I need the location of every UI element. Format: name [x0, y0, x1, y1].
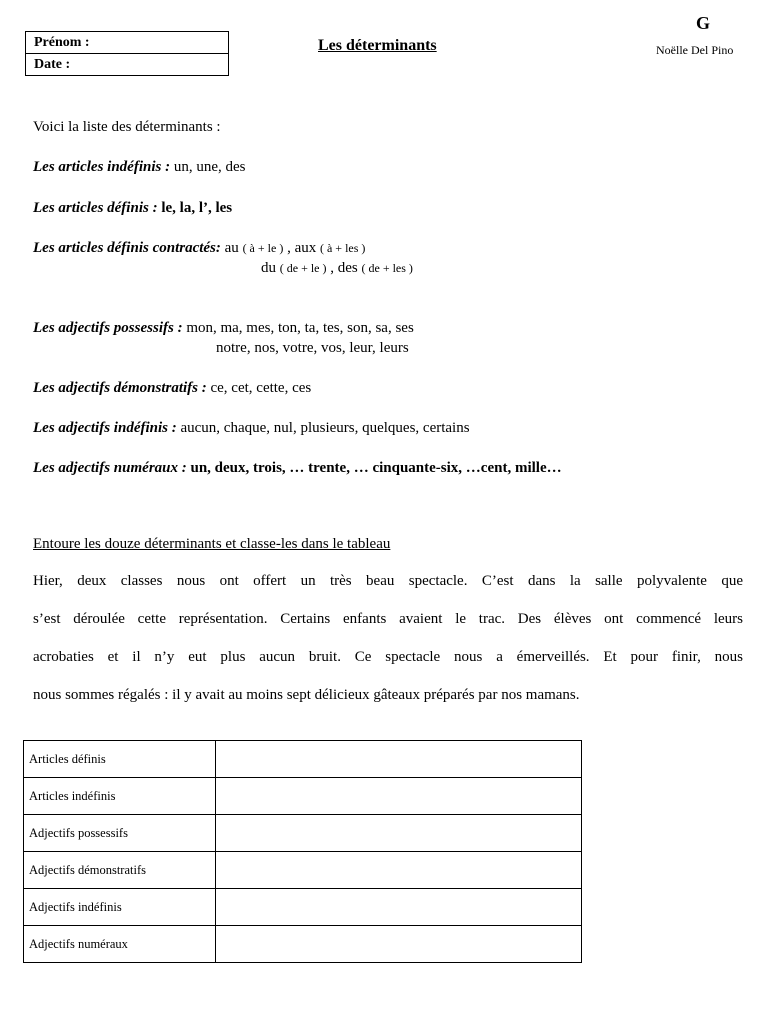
table-row	[24, 778, 582, 815]
indefinite-adjectives-value: aucun, chaque, nul, plusieurs, quelques, certains	[180, 420, 470, 436]
answer-cell[interactable]	[216, 889, 582, 926]
indefinite-adjectives-label: Les adjectifs indéfinis :	[33, 420, 177, 436]
exercise-text-line3: acrobaties et il n’y eut plus aucun bruit. Ce spectacle nous a émerveillés. Et pour finir, nous	[33, 649, 743, 665]
table-row	[24, 815, 582, 852]
indefinite-articles-value: un, une, des	[173, 159, 246, 175]
contracted-articles-line1	[33, 239, 365, 258]
demonstrative-adjectives-line	[33, 379, 311, 398]
au-note: ( à + le )	[242, 241, 284, 255]
contracted-articles-line2	[261, 259, 413, 278]
demonstrative-adjectives-value: ce, cet, cette, ces	[210, 380, 312, 396]
prenom-field[interactable]	[26, 32, 228, 53]
classification-table	[23, 740, 582, 963]
date-field[interactable]	[26, 53, 228, 75]
numeral-adjectives-line	[33, 459, 562, 478]
prenom-label: Prénom :	[34, 35, 90, 50]
answer-cell[interactable]	[216, 778, 582, 815]
indefinite-articles-line	[33, 158, 245, 177]
aux-note: ( à + les )	[319, 241, 366, 255]
numeral-adjectives-label: Les adjectifs numéraux :	[33, 460, 187, 476]
table-row	[24, 889, 582, 926]
intro-text: Voici la liste des déterminants :	[33, 119, 221, 135]
date-label: Date :	[34, 57, 71, 72]
category-label: Adjectifs démonstratifs	[24, 852, 216, 889]
contracted-articles-label: Les articles définis contractés:	[33, 240, 221, 256]
category-label: Adjectifs possessifs	[24, 815, 216, 852]
category-label: Articles définis	[24, 741, 216, 778]
possessive-adjectives-value2: notre, nos, votre, vos, leur, leurs	[216, 340, 409, 356]
category-label: Adjectifs indéfinis	[24, 889, 216, 926]
des-text: , des	[330, 260, 358, 276]
table-row	[24, 852, 582, 889]
definite-articles-value: le, la, l’, les	[161, 200, 233, 216]
possessive-adjectives-label: Les adjectifs possessifs :	[33, 320, 183, 336]
au-text: au	[224, 240, 239, 256]
possessive-adjectives-value1: mon, ma, mes, ton, ta, tes, son, sa, ses	[186, 320, 414, 336]
level-mark: G	[696, 13, 711, 33]
author-name: Noëlle Del Pino	[656, 43, 734, 57]
du-text: du	[261, 260, 276, 276]
des-note: ( de + les )	[361, 261, 413, 275]
indefinite-adjectives-line	[33, 419, 470, 438]
answer-cell[interactable]	[216, 926, 582, 963]
exercise-instruction: Entoure les douze déterminants et classe-les dans le tableau	[33, 536, 391, 552]
answer-cell[interactable]	[216, 815, 582, 852]
student-info-box	[25, 31, 229, 76]
numeral-adjectives-value: un, deux, trois, … trente, … cinquante-six, …cent, mille…	[190, 460, 562, 476]
exercise-text-line4: nous sommes régalés : il y avait au moins sept délicieux gâteaux préparés par nos mamans.	[33, 687, 580, 703]
demonstrative-adjectives-label: Les adjectifs démonstratifs :	[33, 380, 207, 396]
definite-articles-label: Les articles définis :	[33, 200, 158, 216]
category-label: Articles indéfinis	[24, 778, 216, 815]
page-title: Les déterminants	[318, 37, 437, 54]
category-label: Adjectifs numéraux	[24, 926, 216, 963]
table-row	[24, 741, 582, 778]
definite-articles-line	[33, 199, 232, 218]
table-row	[24, 926, 582, 963]
aux-text: , aux	[287, 240, 317, 256]
exercise-text-line1: Hier, deux classes nous ont offert un très beau spectacle. C’est dans la salle polyvalente que	[33, 573, 743, 589]
possessive-adjectives-line1	[33, 319, 414, 338]
answer-cell[interactable]	[216, 852, 582, 889]
answer-cell[interactable]	[216, 741, 582, 778]
exercise-text-line2: s’est déroulée cette représentation. Certains enfants avaient le trac. Des élèves ont commencé leurs	[33, 611, 743, 627]
du-note: ( de + le )	[279, 261, 327, 275]
indefinite-articles-label: Les articles indéfinis :	[33, 159, 171, 175]
